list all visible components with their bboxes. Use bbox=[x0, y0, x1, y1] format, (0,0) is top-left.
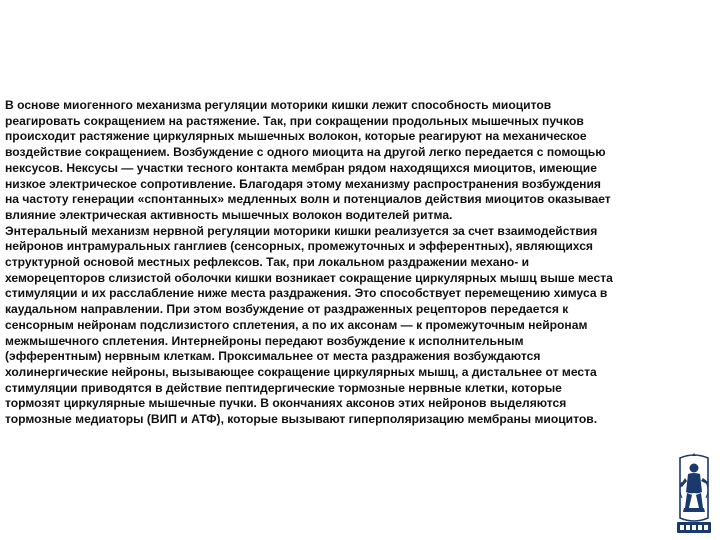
text-line: (эфферентным) нервным клеткам. Проксимальнее от места раздражения возбуждаются bbox=[5, 349, 541, 364]
paragraph-myogenic bbox=[5, 98, 717, 224]
body-text bbox=[5, 98, 717, 428]
text-line: воздействие сокращением. Возбуждение с одного миоцита на другой легко передается с помощью bbox=[5, 145, 606, 160]
text-line: стимуляции и их расслабление ниже места раздражения. Это способствует перемещению химуса в bbox=[5, 286, 608, 301]
text-line: каудальном направлении. При этом возбуждение от раздраженных рецепторов передается к bbox=[5, 302, 569, 317]
text-line: тормозят циркулярные мышечные пучки. В окончаниях аксонов этих нейронов выделяются bbox=[5, 396, 567, 411]
text-line: Энтеральный механизм нервной регуляции моторики кишки реализуется за счет взаимодействия bbox=[5, 223, 598, 238]
text-line: В основе миогенного механизма регуляции моторики кишки лежит способность миоцитов bbox=[5, 98, 552, 112]
text-line: межмышечного сплетения. Интернейроны передают возбуждение к исполнительным bbox=[5, 333, 524, 348]
text-line: сенсорным нейронам подслизистого сплетения, а по их аксонам — к промежуточным нейронам bbox=[5, 317, 588, 332]
text-line: влияние электрическая активность мышечных волокон водителей ритма. bbox=[5, 207, 453, 222]
text-line: нейронов интрамуральных ганглиев (сенсорных, промежуточных и эфферентных), являющихся bbox=[5, 239, 593, 254]
text-line: нексусов. Нексусы — участки тесного контакта мембран рядом находящихся миоцитов, имеющие bbox=[5, 160, 597, 175]
university-emblem-icon bbox=[672, 452, 716, 536]
text-line: стимуляции приводятся в действие пептидергические тормозные нервные клетки, которые bbox=[5, 380, 562, 395]
text-line: на частоту генерации «спонтанных» медленных волн и потенциалов действия миоцитов оказывает bbox=[5, 192, 611, 207]
text-line: хеморецепторов слизистой оболочки кишки возникает сокращение циркулярных мышц выше места bbox=[5, 270, 613, 285]
paragraph-enteral bbox=[5, 224, 717, 428]
text-line: холинергические нейроны, вызывающее сокращение циркулярных мышц, а дистальнее от места bbox=[5, 364, 597, 379]
text-line: реагировать сокращением на растяжение. Так, при сокращении продольных мышечных пучков bbox=[5, 113, 584, 128]
text-line: тормозные медиаторы (ВИП и АТФ), которые вызывают гиперполяризацию мембраны миоцитов. bbox=[5, 412, 598, 427]
text-line: структурной основой местных рефлексов. Так, при локальном раздражении механо- и bbox=[5, 255, 530, 270]
text-line: происходит растяжение циркулярных мышечных волокон, которые реагируют на механическое bbox=[5, 129, 587, 144]
text-line: низкое электрическое сопротивление. Благодаря этому механизму распространения возбуждения bbox=[5, 176, 601, 191]
